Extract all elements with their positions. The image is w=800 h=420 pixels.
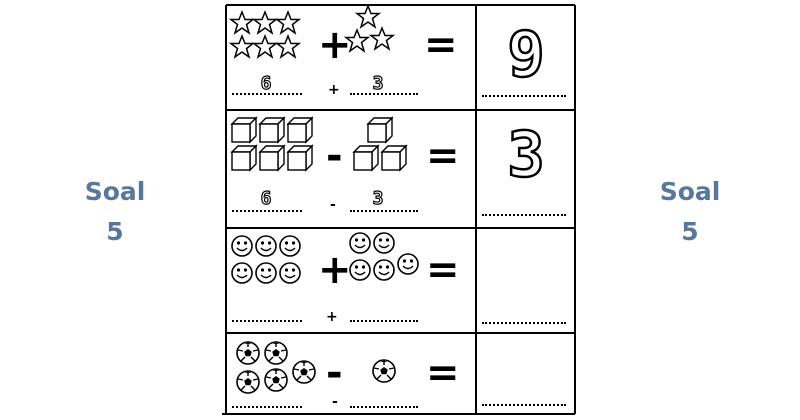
equals-sign: = — [424, 22, 458, 68]
left-count: 6 — [260, 73, 272, 94]
soccer-ball-icon — [237, 342, 395, 396]
equals-sign: = — [426, 247, 460, 293]
answer-value: 3 — [507, 118, 545, 191]
right-count: 3 — [372, 188, 384, 209]
side-label-left — [70, 172, 160, 252]
count-operator: + — [326, 309, 338, 325]
star-icon — [231, 6, 393, 57]
answer-line — [482, 404, 566, 406]
side-label-right-number: 5 — [681, 217, 699, 246]
answer-line — [482, 95, 566, 97]
right-count-line — [350, 210, 418, 212]
operator-sign: - — [326, 350, 343, 396]
smiley-group — [222, 228, 576, 333]
side-label-left-word: Soal — [84, 177, 146, 206]
left-count-line — [232, 320, 302, 322]
soccer-ball-group — [222, 333, 576, 414]
left-count-line — [232, 93, 302, 95]
count-operator: - — [330, 197, 336, 213]
equals-sign: = — [426, 350, 460, 396]
problem-row-3 — [222, 228, 576, 333]
answer-value: 9 — [507, 18, 545, 91]
worksheet-table — [222, 0, 576, 420]
count-operator: - — [332, 394, 338, 410]
right-count-line — [350, 320, 418, 322]
side-label-left-number: 5 — [106, 217, 124, 246]
operator-sign: + — [318, 22, 352, 68]
answer-line — [482, 214, 566, 216]
cube-icon — [232, 118, 406, 170]
problem-row-4 — [222, 333, 576, 414]
right-count: 3 — [372, 73, 384, 94]
operator-sign: - — [326, 133, 343, 179]
problem-row-2 — [222, 110, 576, 228]
operator-sign: + — [318, 247, 352, 293]
equals-sign: = — [426, 133, 460, 179]
side-label-right — [645, 172, 735, 252]
right-count-line — [350, 406, 418, 408]
count-operator: + — [328, 82, 340, 98]
side-label-right-word: Soal — [659, 177, 721, 206]
left-count-line — [232, 406, 302, 408]
right-count-line — [350, 93, 418, 95]
left-count: 6 — [260, 188, 272, 209]
problem-row-1 — [222, 5, 576, 110]
left-count-line — [232, 210, 302, 212]
answer-line — [482, 322, 566, 324]
